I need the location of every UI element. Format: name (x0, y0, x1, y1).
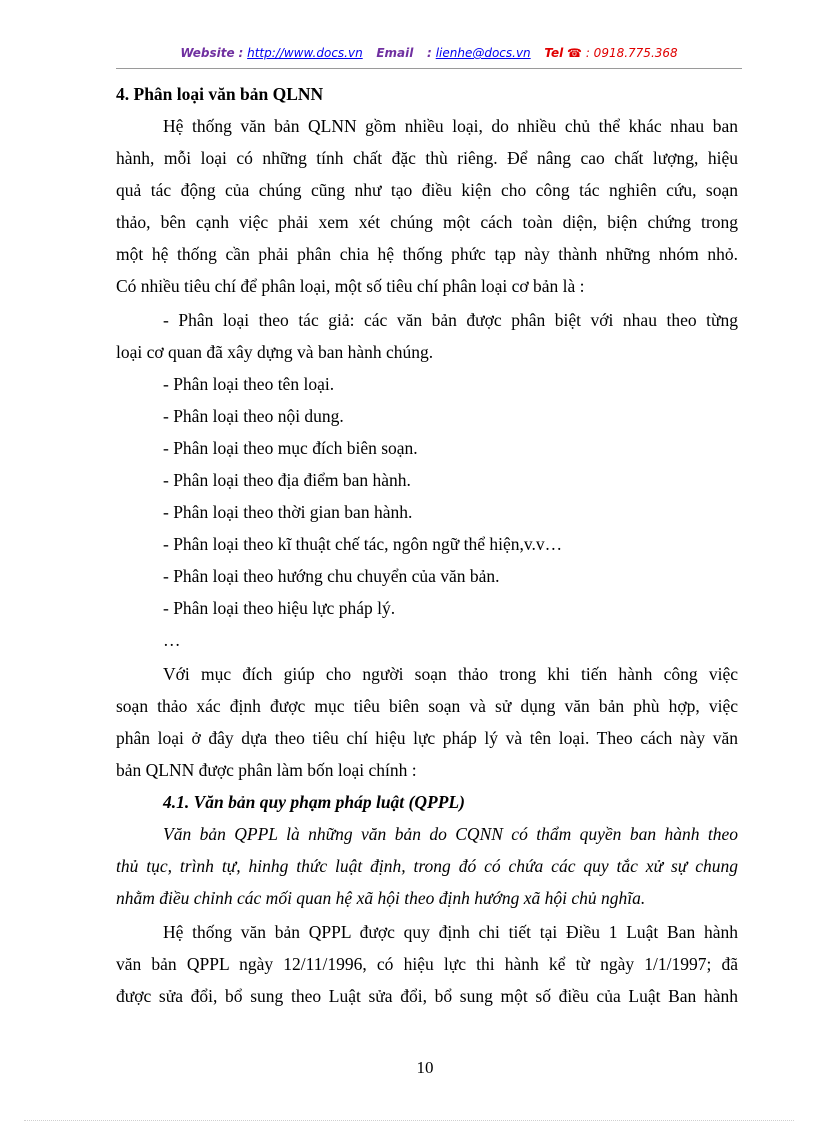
phone-icon: ☎ (567, 46, 582, 60)
definition-line: thủ tục, trình tự, hinhg thức luật định, trong đó có chứa các quy tắc xử sự chung (116, 856, 738, 876)
criteria-item: - Phân loại theo địa điểm ban hành. (163, 470, 411, 490)
page-header (116, 46, 742, 66)
paragraph-line: được sửa đổi, bổ sung theo Luật sửa đổi, bổ sung một số điều của Luật Ban hành (116, 986, 738, 1006)
page-number: 10 (416, 1058, 434, 1077)
footer-divider (24, 1120, 794, 1121)
header-divider (116, 68, 742, 69)
paragraph-line: một hệ thống cần phải phân chia hệ thống phức tạp này thành những nhóm nhỏ. (116, 244, 738, 264)
subsection-heading: 4.1. Văn bản quy phạm pháp luật (QPPL) (163, 792, 465, 812)
website-separator: : (238, 46, 244, 60)
definition-line: nhằm điều chỉnh các mối quan hệ xã hội theo định hướng xã hội chủ nghĩa. (116, 888, 646, 908)
website-label: Website (180, 46, 235, 60)
paragraph-line: thảo, bên cạnh việc phải xem xét chúng một cách toàn diện, biện chứng trong (116, 212, 738, 232)
criteria-item: - Phân loại theo mục đích biên soạn. (163, 438, 418, 458)
website-link[interactable]: http://www.docs.vn (247, 46, 363, 60)
criteria-item: - Phân loại theo hiệu lực pháp lý. (163, 598, 396, 618)
paragraph-line: Hệ thống văn bản QLNN gồm nhiều loại, do nhiều chủ thể khác nhau ban (163, 116, 738, 136)
paragraph-line: bản QLNN được phân làm bốn loại chính : (116, 760, 417, 780)
paragraph-line: văn bản QPPL ngày 12/11/1996, có hiệu lực thi hành kể từ ngày 1/1/1997; đã (116, 954, 738, 974)
email-label: Email (376, 46, 414, 60)
email-link[interactable]: lienhe@docs.vn (435, 46, 531, 60)
email-separator: : (427, 46, 432, 60)
tel-label: Tel (544, 46, 564, 60)
paragraph-line: Có nhiều tiêu chí để phân loại, một số tiêu chí phân loại cơ bản là : (116, 276, 585, 296)
paragraph-line: soạn thảo xác định được mục tiêu biên soạn và sử dụng văn bản phù hợp, việc (116, 696, 738, 716)
criteria-item: - Phân loại theo tác giả: các văn bản được phân biệt với nhau theo từng (163, 310, 738, 330)
definition-line: Văn bản QPPL là những văn bản do CQNN có thẩm quyền ban hành theo (163, 824, 738, 844)
criteria-item: - Phân loại theo thời gian ban hành. (163, 502, 413, 522)
paragraph-line: Hệ thống văn bản QPPL được quy định chi tiết tại Điều 1 Luật Ban hành (163, 922, 738, 942)
paragraph-line: hành, mỗi loại có những tính chất đặc thù riêng. Để nâng cao chất lượng, hiệu (116, 148, 738, 168)
paragraph-line: phân loại ở đây dựa theo tiêu chí hiệu lực pháp lý và tên loại. Theo cách này văn (116, 728, 738, 748)
criteria-item: - Phân loại theo nội dung. (163, 406, 344, 426)
phone-number: : 0918.775.368 (585, 46, 678, 60)
criteria-item: - Phân loại theo kĩ thuật chế tác, ngôn ngữ thể hiện,v.v… (163, 534, 563, 554)
criteria-item: - Phân loại theo hướng chu chuyển của văn bản. (163, 566, 500, 586)
criteria-item: - Phân loại theo tên loại. (163, 374, 335, 394)
section-heading: 4. Phân loại văn bản QLNN (116, 84, 324, 104)
paragraph-line: Với mục đích giúp cho người soạn thảo trong khi tiến hành công việc (163, 664, 738, 684)
criteria-item-continuation: loại cơ quan đã xây dựng và ban hành chúng. (116, 342, 434, 362)
ellipsis: … (163, 630, 181, 650)
paragraph-line: quả tác động của chúng cũng như tạo điều kiện cho công tác nghiên cứu, soạn (116, 180, 738, 200)
